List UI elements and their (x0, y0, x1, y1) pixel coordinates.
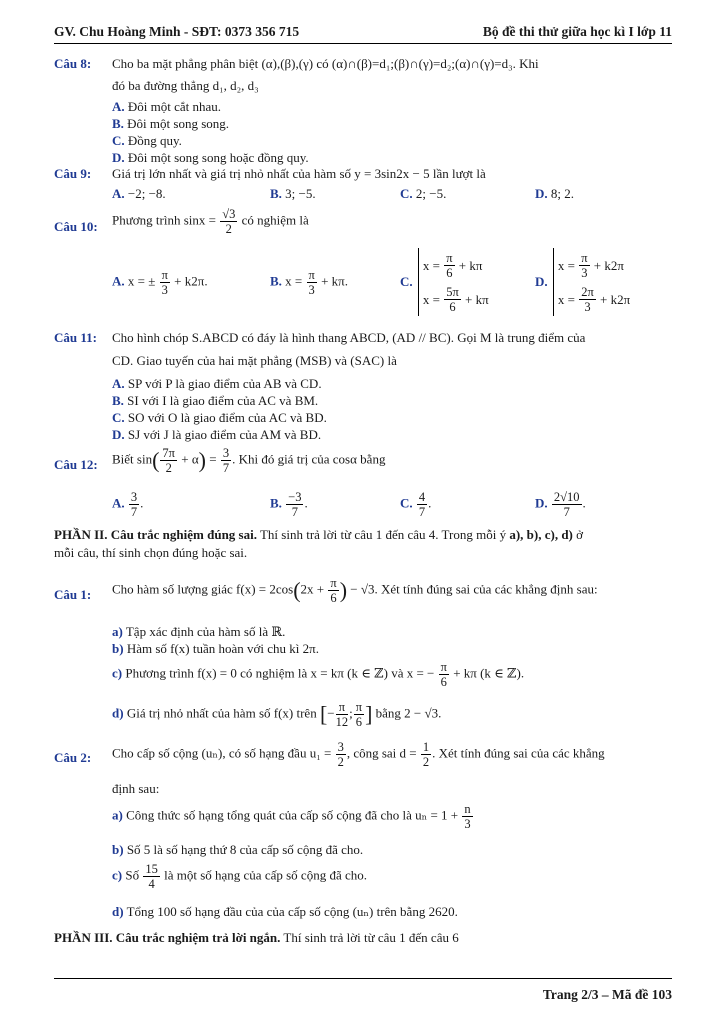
p2q1-label: Câu 1: (54, 587, 92, 602)
q10-option-a: A. x = ± $\frac{\pi}{3}$ + k2π. (112, 268, 208, 297)
page-number: Trang 2/3 – Mã đề 103 (542, 987, 672, 1002)
exam-title: Bộ đề thi thử giữa học kì I lớp 11 (482, 24, 672, 39)
p2q1-a: a) Tập xác định của hàm số là ℝ. (112, 624, 286, 639)
p2q1-b: b) Hàm số f(x) tuần hoàn với chu kì 2π. (112, 641, 319, 656)
p2q2-a: a) Công thức số hạng tổng quát của cấp số cộng đã cho là uₙ = 1 + $\frac{n}{3}$ (112, 802, 471, 831)
q10-option-c: C. x = $\frac{\pi}{6}$ + kπ x = $\frac{5\pi}{6}$ + kπ (400, 248, 489, 316)
q9-option-d: D. 8; 2. (535, 186, 575, 201)
q12-option-c: C. $\frac{4}{7}$ . (400, 490, 432, 519)
q12-option-d: D. $\frac{2√10}{7}$ . (535, 490, 586, 519)
q11-option-d: D. SJ với J là giao điểm của AM và BD. (112, 427, 322, 442)
q11-option-c: C. SO với O là giao điểm của AC và BD. (112, 410, 327, 425)
q11-stem-2: CD. Giao tuyến của hai mặt phẳng (MSB) và (SAC) là (112, 353, 397, 368)
p2q2-b: b) Số 5 là số hạng thứ 8 của cấp số cộng đã cho. (112, 842, 364, 857)
q8-option-a: A. Đôi một cắt nhau. (112, 99, 222, 114)
p2q1-stem: Cho hàm số lượng giác f(x) = 2cos(2x + $\frac{\pi}{6}$ ) − √3. Xét tính đúng sai của các khẳng định sau: (112, 576, 598, 605)
p2q2-label: Câu 2: (54, 750, 92, 765)
part2-heading: PHẦN II. Câu trắc nghiệm đúng sai. Thí sinh trả lời từ câu 1 đến câu 4. Trong mỗi ý a), b), c), d) ở (54, 527, 583, 542)
q9-option-b: B. 3; −5. (270, 186, 316, 201)
q8-option-d: D. Đôi một song song hoặc đồng quy. (112, 150, 309, 165)
q12-option-b: B. $\frac{-3}{7}$ . (270, 490, 308, 519)
q9-stem: Giá trị lớn nhất và giá trị nhỏ nhất của hàm số y = 3sin2x − 5 lần lượt là (112, 166, 486, 181)
p2q2-stem: Cho cấp số cộng (uₙ), có số hạng đầu u₁ = $\frac{3}{2}$ , công sai d = $\frac{1}{2}$ . Xét tính đúng sai của các khẳng (112, 740, 605, 769)
q11-option-b: B. SI với I là giao điểm của AC và BM. (112, 393, 319, 408)
q11-label: Câu 11: (54, 330, 97, 345)
q12-label: Câu 12: (54, 457, 98, 472)
q10-option-b: B. x = $\frac{\pi}{3}$ + kπ. (270, 268, 348, 297)
q9-option-c: C. 2; −5. (400, 186, 447, 201)
p2q2-stem-2: định sau: (112, 781, 160, 796)
q8-stem-1: Cho ba mặt phẳng phân biệt (α),(β),(γ) có (α)∩(β)=d₁;(β)∩(γ)=d₂;(α)∩(γ)=d₃. Khi (112, 56, 539, 71)
q9-option-a: A. −2; −8. (112, 186, 166, 201)
page-header (54, 24, 672, 44)
q9-label: Câu 9: (54, 166, 92, 181)
q8-option-b: B. Đôi một song song. (112, 116, 230, 131)
part3-heading: PHẦN III. Câu trắc nghiệm trả lời ngắn. Thí sinh trả lời từ câu 1 đến câu 6 (54, 930, 459, 945)
p2q2-c: c) Số $\frac{15}{4}$ là một số hạng của cấp số cộng đã cho. (112, 862, 367, 891)
q8-label: Câu 8: (54, 56, 92, 71)
p2q1-d: d) Giá trị nhỏ nhất của hàm số f(x) trên [− $\frac{\pi}{12}$ ; $\frac{\pi}{6}$ ] bằng 2 − √3. (112, 700, 442, 729)
q8-stem-2: đó ba đường thẳng d₁, d₂, d₃ (112, 78, 259, 93)
q11-stem-1: Cho hình chóp S.ABCD có đáy là hình thang ABCD, (AD // BC). Gọi M là trung điểm của (112, 330, 586, 345)
q10-label: Câu 10: (54, 219, 98, 234)
q11-option-a: A. SP với P là giao điểm của AB và CD. (112, 376, 322, 391)
p2q1-c: c) Phương trình f(x) = 0 có nghiệm là x = kπ (k ∈ ℤ) và x = − $\frac{\pi}{6}$ + kπ (k ∈ ℤ). (112, 660, 525, 689)
p2q2-d: d) Tổng 100 số hạng đầu của của cấp số cộng (uₙ) trên bằng 2620. (112, 904, 458, 919)
part2-heading-2: mỗi câu, thí sinh chọn đúng hoặc sai. (54, 545, 248, 560)
q8-option-c: C. Đồng quy. (112, 133, 182, 148)
teacher-info: GV. Chu Hoàng Minh - SĐT: 0373 356 715 (54, 24, 300, 39)
q12-stem: Biết sin( $\frac{7\pi}{2}$ + α) = $\frac{3}{7}$ . Khi đó giá trị của cosα bằng (112, 446, 386, 475)
q10-option-d: D. x = $\frac{\pi}{3}$ + k2π x = $\frac{2\pi}{3}$ + k2π (535, 248, 630, 316)
page-footer (54, 978, 672, 1002)
q12-option-a: A. $\frac{3}{7}$ . (112, 490, 144, 519)
q10-stem: Phương trình sinx = $\frac{√3}{2}$ có nghiệm là (112, 207, 309, 236)
